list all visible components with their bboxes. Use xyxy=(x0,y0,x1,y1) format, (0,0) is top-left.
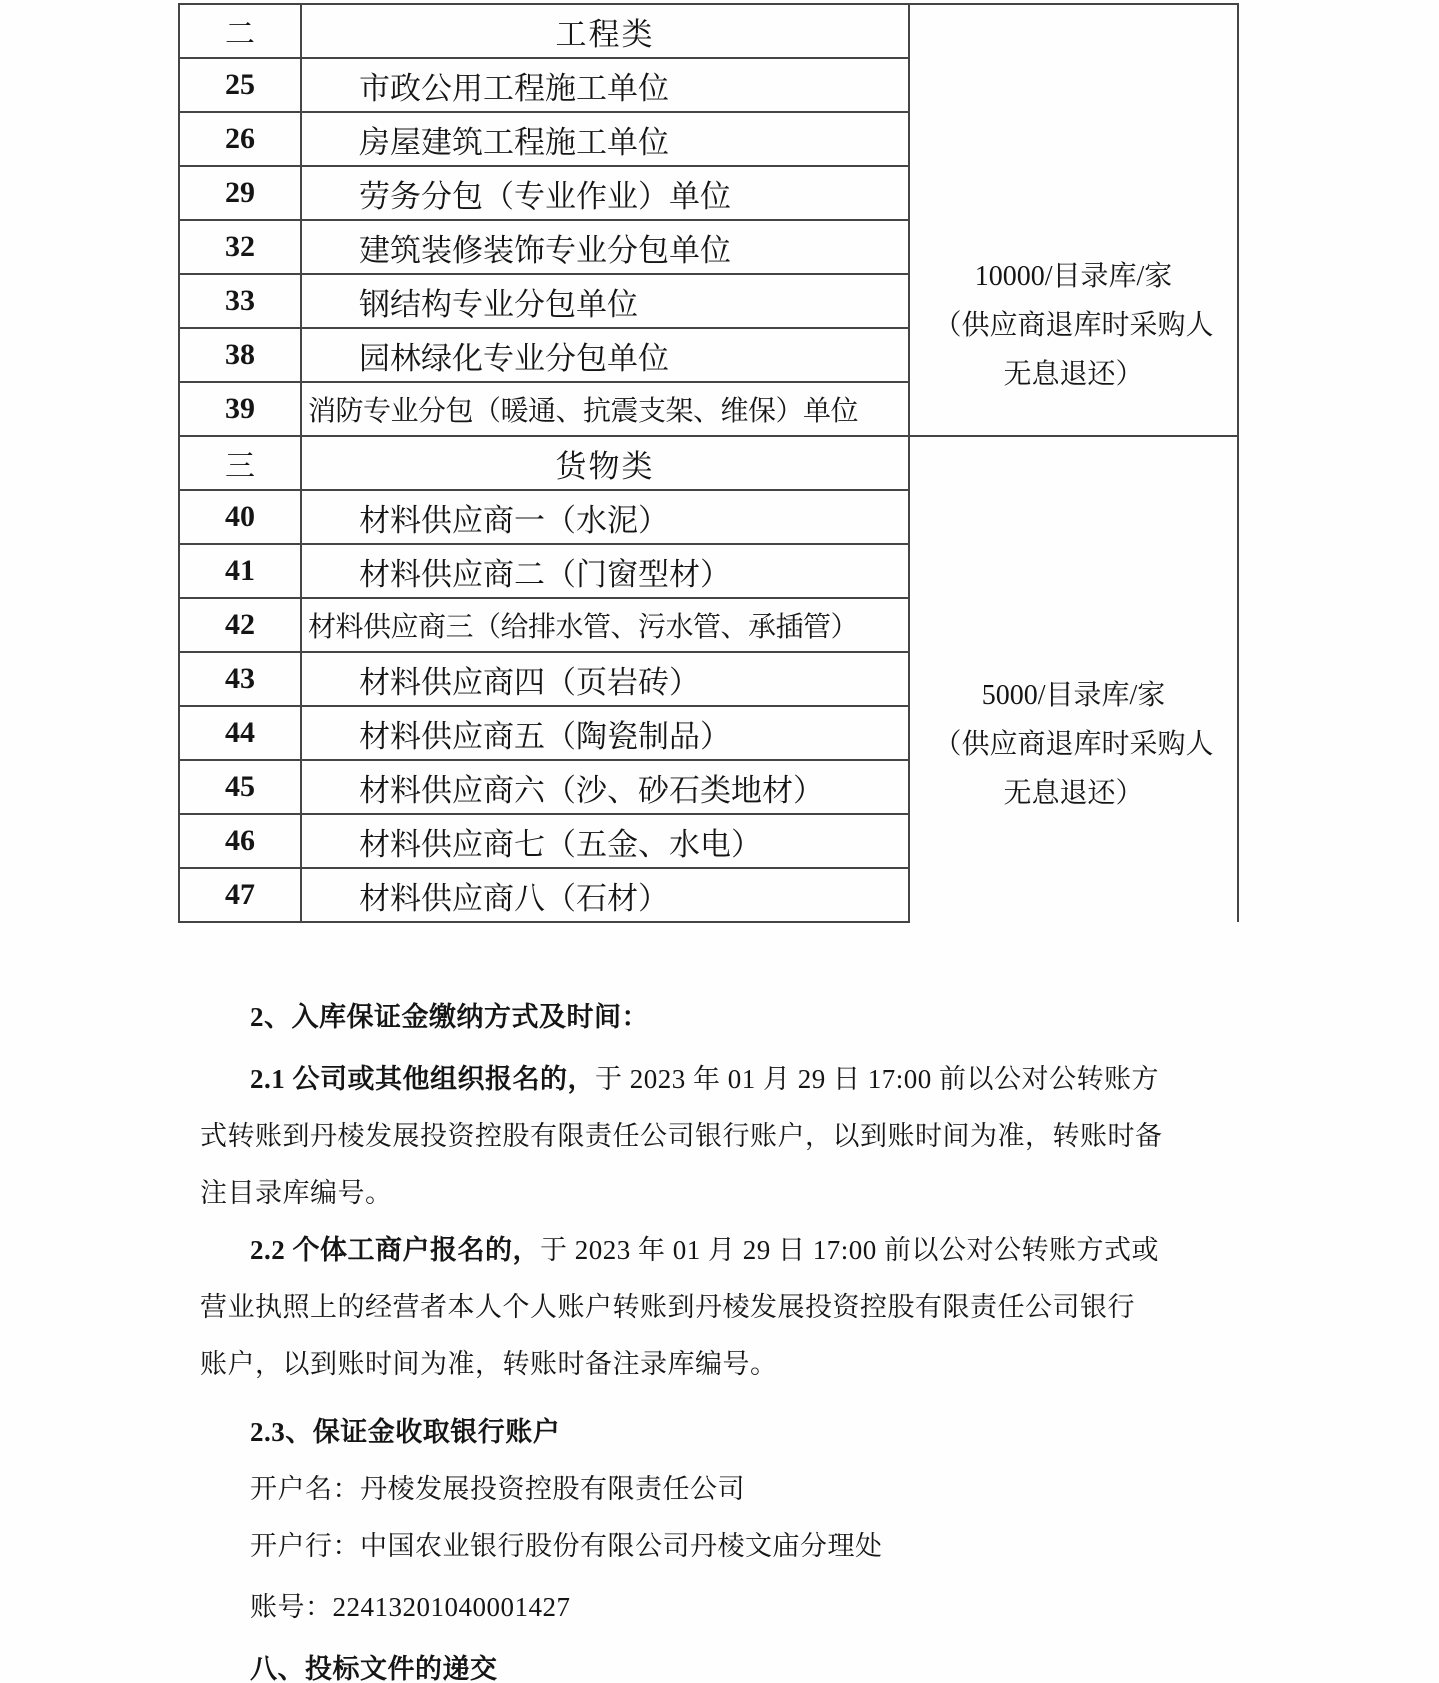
item-name: 材料供应商四（页岩砖） xyxy=(301,652,909,706)
item-name: 消防专业分包（暖通、抗震支架、维保）单位 xyxy=(301,382,909,436)
item-name: 建筑装修装饰专业分包单位 xyxy=(301,220,909,274)
item-number: 26 xyxy=(179,112,301,166)
doc-text: 开户行：中国农业银行股份有限公司丹棱文庙分理处 xyxy=(250,1531,883,1561)
item-name: 材料供应商五（陶瓷制品） xyxy=(301,706,909,760)
item-name: 材料供应商三（给排水管、污水管、承插管） xyxy=(301,598,909,652)
doc-text-bold: 八、投标文件的递交 xyxy=(250,1654,498,1683)
doc-line xyxy=(200,1162,1160,1219)
doc-text: 营业执照上的经营者本人个人账户转账到丹棱发展投资控股有限责任公司银行 xyxy=(200,1292,1135,1322)
deposit-amount-cell xyxy=(909,436,1238,922)
section-index-label: 二 xyxy=(179,4,301,58)
doc-text-bold: 2.3、保证金收取银行账户 xyxy=(250,1417,561,1447)
item-name: 材料供应商二（门窗型材） xyxy=(301,544,909,598)
doc-text: 账户，以到账时间为准，转账时备注录库编号。 xyxy=(200,1349,778,1379)
catalog-table-body xyxy=(179,4,1238,922)
doc-line xyxy=(200,1401,1160,1458)
item-number: 47 xyxy=(179,868,301,922)
item-name: 材料供应商一（水泥） xyxy=(301,490,909,544)
item-number: 32 xyxy=(179,220,301,274)
doc-line xyxy=(200,1219,1160,1276)
section-index-label: 三 xyxy=(179,436,301,490)
doc-text: 于 2023 年 01 月 29 日 17:00 前以公对公转账方式或 xyxy=(540,1235,1160,1265)
doc-line xyxy=(200,1105,1163,1162)
item-name: 钢结构专业分包单位 xyxy=(301,274,909,328)
doc-line xyxy=(200,1576,1160,1633)
item-number: 29 xyxy=(179,166,301,220)
item-number: 33 xyxy=(179,274,301,328)
doc-line xyxy=(200,1515,1160,1572)
doc-text-bold: 2.2 个体工商户报名的， xyxy=(250,1235,540,1265)
item-number: 41 xyxy=(179,544,301,598)
doc-line xyxy=(200,1048,1160,1105)
deposit-line: 无息退还） xyxy=(1003,359,1144,390)
item-number: 45 xyxy=(179,760,301,814)
doc-line xyxy=(200,1333,1160,1390)
doc-text: 开户名：丹棱发展投资控股有限责任公司 xyxy=(250,1474,745,1504)
item-name: 材料供应商七（五金、水电） xyxy=(301,814,909,868)
deposit-amount-cell xyxy=(909,4,1238,436)
item-number: 44 xyxy=(179,706,301,760)
item-name: 市政公用工程施工单位 xyxy=(301,58,909,112)
item-number: 39 xyxy=(179,382,301,436)
item-number: 40 xyxy=(179,490,301,544)
deposit-line: 5000/目录库/家 xyxy=(981,679,1166,711)
item-number: 43 xyxy=(179,652,301,706)
item-name: 材料供应商八（石材） xyxy=(301,868,909,922)
item-number: 42 xyxy=(179,598,301,652)
item-name: 劳务分包（专业作业）单位 xyxy=(301,166,909,220)
doc-text: 注目录库编号。 xyxy=(200,1178,393,1208)
deposit-line: 10000/目录库/家 xyxy=(974,261,1173,292)
doc-text-bold: 2、入库保证金缴纳方式及时间： xyxy=(250,1002,649,1032)
doc-line xyxy=(200,1458,1160,1515)
section-header-row xyxy=(179,4,1238,58)
item-number: 38 xyxy=(179,328,301,382)
deposit-line: 无息退还） xyxy=(1003,777,1144,809)
supplier-catalog-table xyxy=(178,3,1239,923)
doc-text: 于 2023 年 01 月 29 日 17:00 前以公对公转账方 xyxy=(595,1064,1160,1094)
doc-text: 式转账到丹棱发展投资控股有限责任公司银行账户，以到账时间为准，转账时备 xyxy=(200,1121,1163,1151)
section-category-label: 工程类 xyxy=(301,4,909,58)
doc-text: 账号：22413201040001427 xyxy=(250,1592,571,1622)
doc-text-bold: 2.1 公司或其他组织报名的， xyxy=(250,1064,595,1094)
item-name: 房屋建筑工程施工单位 xyxy=(301,112,909,166)
item-name: 材料供应商六（沙、砂石类地材） xyxy=(301,760,909,814)
document-body xyxy=(200,986,1163,1683)
doc-line xyxy=(200,1276,1160,1333)
item-number: 46 xyxy=(179,814,301,868)
doc-line xyxy=(200,1638,1160,1683)
section-header-row xyxy=(179,436,1238,490)
deposit-line: （供应商退库时采购人 xyxy=(933,310,1214,341)
item-name: 园林绿化专业分包单位 xyxy=(301,328,909,382)
doc-line xyxy=(200,986,1160,1043)
section-category-label: 货物类 xyxy=(301,436,909,490)
item-number: 25 xyxy=(179,58,301,112)
deposit-line: （供应商退库时采购人 xyxy=(933,728,1214,760)
